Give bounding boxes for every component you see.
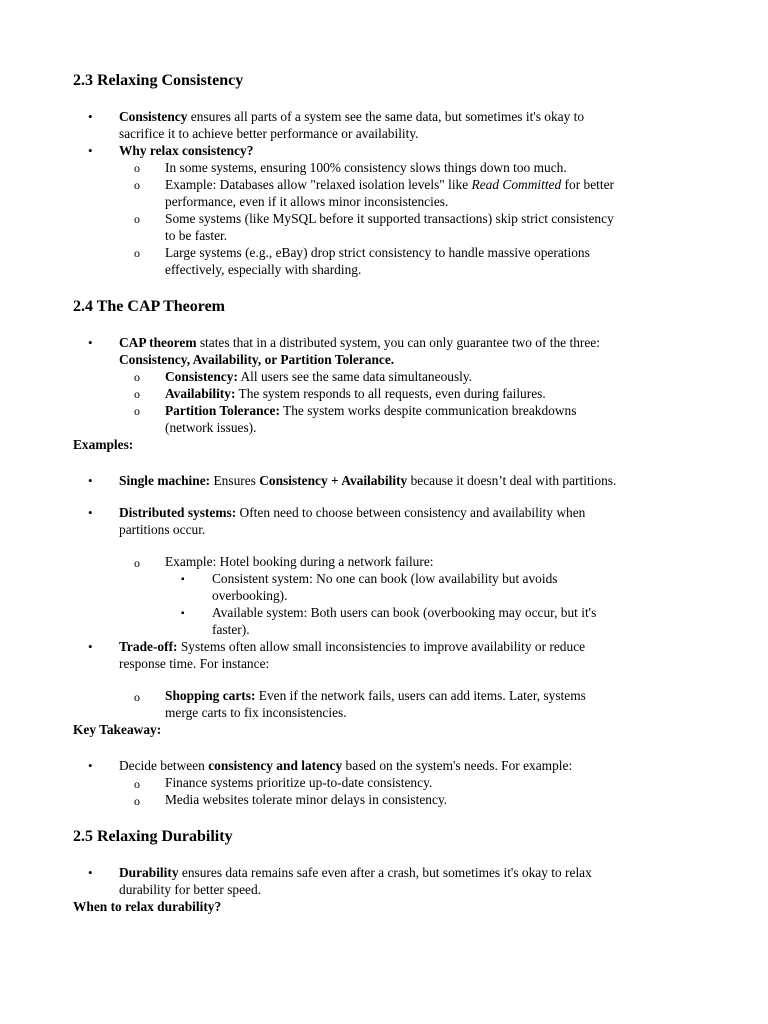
bullet-marker: • bbox=[88, 473, 93, 488]
bullet-marker: • bbox=[88, 505, 93, 520]
sub-bullet-shopping-carts: Shopping carts: Even if the network fails, users can add items. Later, systems merge carts to fix inconsistencies. bbox=[165, 688, 586, 720]
sub-sub-bullet-marker: ▪ bbox=[181, 608, 185, 619]
section-heading-2-3: 2.3 Relaxing Consistency bbox=[73, 72, 244, 89]
sub-bullet-slows: In some systems, ensuring 100% consistency slows things down too much. bbox=[165, 160, 567, 175]
sub-bullet-marker: o bbox=[134, 246, 140, 260]
sub-bullet-ebay: Large systems (e.g., eBay) drop strict consistency to handle massive operations effectively, especially with sharding. bbox=[165, 245, 590, 277]
sub-bullet-marker: o bbox=[134, 404, 140, 418]
sub-bullet-isolation: Example: Databases allow "relaxed isolation levels" like Read Committed for better performance, even if it allows minor inconsistencies. bbox=[165, 177, 614, 209]
bullet-durability: Durability ensures data remains safe even after a crash, but sometimes it's okay to relax durability for better speed. bbox=[119, 865, 592, 897]
sub-bullet-marker: o bbox=[134, 387, 140, 401]
sub-bullet-marker: o bbox=[134, 178, 140, 192]
bullet-decide: Decide between consistency and latency based on the system's needs. For example: bbox=[119, 758, 573, 773]
sub-bullet-cap-consistency: Consistency: All users see the same data simultaneously. bbox=[165, 369, 473, 384]
bullet-marker: • bbox=[88, 865, 93, 880]
sub-bullet-cap-availability: Availability: The system responds to all requests, even during failures. bbox=[165, 386, 546, 401]
when-to-relax-label: When to relax durability? bbox=[73, 899, 222, 914]
bullet-why-relax: Why relax consistency? bbox=[119, 143, 254, 158]
bullet-marker: • bbox=[88, 335, 93, 350]
bullet-marker: • bbox=[88, 758, 93, 773]
sub-bullet-media: Media websites tolerate minor delays in consistency. bbox=[165, 792, 448, 807]
sub-bullet-mysql: Some systems (like MySQL before it supported transactions) skip strict consistency to be faster. bbox=[165, 211, 614, 243]
sub-sub-bullet-marker: ▪ bbox=[181, 574, 185, 585]
sub-sub-bullet-available: Available system: Both users can book (overbooking may occur, but it's faster). bbox=[212, 605, 597, 637]
bullet-marker: • bbox=[88, 639, 93, 654]
bullet-marker: • bbox=[88, 143, 93, 158]
sub-bullet-marker: o bbox=[134, 161, 140, 175]
key-takeaway-label: Key Takeaway: bbox=[73, 722, 162, 737]
bullet-distributed-systems: Distributed systems: Often need to choose between consistency and availability when partitions occur. bbox=[119, 505, 586, 537]
bullet-consistency: Consistency ensures all parts of a system see the same data, but sometimes it's okay to sacrifice it to achieve better performance or availability. bbox=[119, 109, 585, 141]
bullet-trade-off: Trade-off: Systems often allow small inconsistencies to improve availability or reduce response time. For instance: bbox=[119, 639, 586, 671]
sub-bullet-marker: o bbox=[134, 556, 140, 570]
bullet-single-machine: Single machine: Ensures Consistency + Availability because it doesn’t deal with partitions. bbox=[119, 473, 617, 488]
section-heading-2-4: 2.4 The CAP Theorem bbox=[73, 298, 226, 315]
sub-bullet-marker: o bbox=[134, 777, 140, 791]
sub-bullet-cap-partition: Partition Tolerance: The system works despite communication breakdowns (network issues). bbox=[165, 403, 577, 435]
sub-bullet-hotel: Example: Hotel booking during a network failure: bbox=[165, 554, 434, 569]
bullet-marker: • bbox=[88, 109, 93, 124]
section-heading-2-5: 2.5 Relaxing Durability bbox=[73, 828, 233, 845]
bullet-cap-theorem: CAP theorem states that in a distributed system, you can only guarantee two of the three: Consistency, Availability, or Partition Tolerance. bbox=[119, 335, 600, 367]
sub-sub-bullet-consistent: Consistent system: No one can book (low availability but avoids overbooking). bbox=[212, 571, 558, 603]
examples-label: Examples: bbox=[73, 437, 134, 452]
sub-bullet-marker: o bbox=[134, 370, 140, 384]
sub-bullet-marker: o bbox=[134, 690, 140, 704]
sub-bullet-finance: Finance systems prioritize up-to-date consistency. bbox=[165, 775, 433, 790]
sub-bullet-marker: o bbox=[134, 794, 140, 808]
sub-bullet-marker: o bbox=[134, 212, 140, 226]
